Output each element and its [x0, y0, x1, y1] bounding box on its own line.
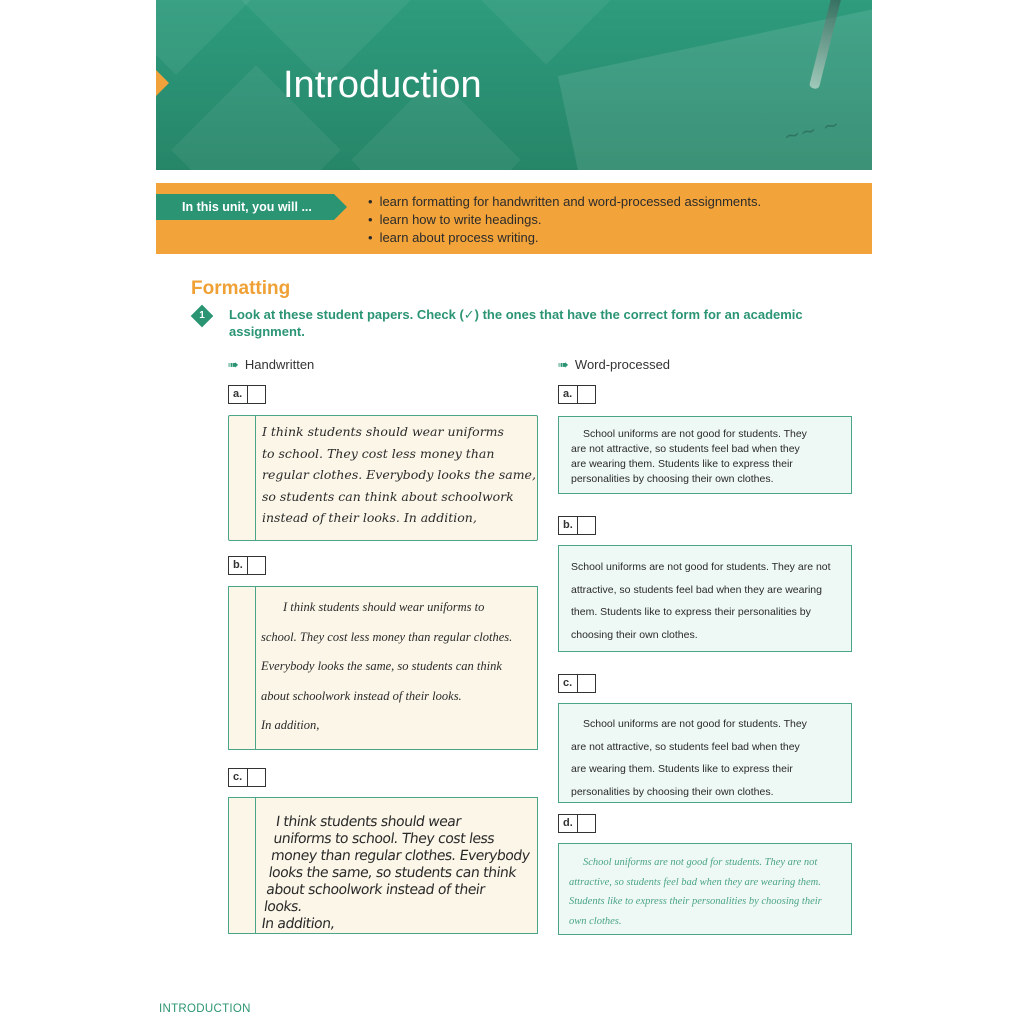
handwritten-paper-b [228, 586, 538, 750]
text-line: In addition, [260, 916, 336, 932]
text-line: attractive, so students feel bad when they are wearing them. [569, 876, 821, 888]
text-line: I think students should wear uniforms [262, 424, 504, 439]
footer-label: INTRODUCTION [159, 1003, 251, 1015]
text-line: regular clothes. Everybody looks the same, [262, 467, 536, 482]
text-line: Students like to express their personalities by choosing their [569, 896, 822, 907]
column-label: Word-processed [574, 357, 671, 372]
text-line: them. Students like to express their personalities by [571, 606, 811, 618]
text-line: are not attractive, so students feel bad when they [571, 740, 800, 753]
option-letter: a. [563, 388, 573, 400]
text-line: looks the same, so students can think [267, 865, 518, 881]
text-line: choosing their own clothes. [571, 628, 698, 641]
section-title: Formatting [191, 278, 291, 299]
text-line: personalities by choosing their own clothes. [571, 473, 774, 485]
text-line: to school. They cost less money than [262, 445, 495, 461]
handwritten-text-b [261, 593, 512, 741]
word-processed-paper-c [558, 703, 852, 803]
arrow-right-icon: ➠ [228, 357, 239, 372]
check-box[interactable] [577, 386, 595, 403]
word-processed-paper-a [558, 416, 852, 494]
text-line: instead of their looks. In addition, [262, 510, 477, 525]
word-processed-text-b [571, 556, 831, 646]
objective-item: • learn how to write headings. [368, 211, 761, 229]
text-line: about schoolwork instead of their looks. [261, 688, 462, 703]
text-line: Everybody looks the same, so students can think [261, 659, 502, 673]
check-box[interactable] [247, 769, 265, 786]
text-line: School uniforms are not good for students. They are not [583, 857, 818, 868]
banner-pattern [461, 0, 631, 65]
arrow-right-icon: ➠ [558, 357, 569, 372]
text-line: personalities by choosing their own clothes. [571, 785, 774, 798]
handwritten-text-a [262, 421, 536, 529]
handwritten-paper-a [228, 415, 538, 541]
word-processed-text-a [571, 427, 807, 487]
text-line: are wearing them. Students like to express their [571, 763, 793, 775]
paper-margin [229, 798, 256, 933]
column-head-handwritten [228, 357, 314, 373]
text-line: own clothes. [569, 915, 622, 927]
column-head-word-processed [558, 357, 670, 373]
text-line: attractive, so students feel bad when they are wearing [571, 583, 822, 596]
option-letter: b. [233, 559, 243, 571]
text-line: so students can think about schoolwork [262, 488, 514, 504]
option-letter: a. [233, 388, 243, 400]
check-box[interactable] [247, 557, 265, 574]
check-box[interactable] [577, 517, 595, 534]
banner-tab-marker [156, 70, 169, 96]
page-title: Introduction [283, 64, 482, 106]
option-letter: c. [563, 677, 573, 689]
header-banner [156, 0, 872, 170]
word-processed-text-c [571, 713, 807, 803]
option-b-handwritten [228, 556, 266, 575]
check-box[interactable] [247, 386, 265, 403]
check-box[interactable] [577, 675, 595, 692]
objective-item: • learn formatting for handwritten and word-processed assignments. [368, 193, 761, 211]
option-letter: c. [233, 771, 243, 783]
option-letter: d. [563, 817, 573, 829]
objectives-label: In this unit, you will ... [156, 194, 334, 220]
option-a-word-processed [558, 385, 596, 404]
objectives-list [368, 193, 761, 247]
column-label: Handwritten [244, 357, 315, 372]
paper-margin [229, 416, 256, 540]
text-line: are wearing them. Students like to express their [571, 458, 793, 470]
option-a-handwritten [228, 385, 266, 404]
question-number: 1 [199, 310, 205, 321]
handwritten-text-c [260, 814, 537, 933]
paper-margin [229, 587, 256, 749]
banner-scribble: ~~ ~ [781, 111, 843, 149]
check-box[interactable] [577, 815, 595, 832]
question-text: Look at these student papers. Check (✓) the ones that have the correct form for an academic assignment. [229, 307, 803, 339]
word-processed-text-d [569, 853, 822, 931]
text-line: I think students should wear [274, 814, 462, 830]
text-line: School uniforms are not good for students. They are not [571, 561, 831, 573]
option-b-word-processed [558, 516, 596, 535]
text-line: School uniforms are not good for students. They [583, 428, 807, 440]
objective-item: • learn about process writing. [368, 229, 761, 247]
word-processed-paper-d [558, 843, 852, 935]
text-line: I think students should wear uniforms to [283, 600, 485, 614]
text-line: money than regular clothes. Everybody [269, 848, 531, 864]
banner-pattern [156, 0, 261, 75]
objectives-band [156, 183, 872, 254]
option-c-word-processed [558, 674, 596, 693]
text-line: School uniforms are not good for students. They [583, 718, 807, 730]
text-line: uniforms to school. They cost less [272, 831, 496, 847]
option-c-handwritten [228, 768, 266, 787]
option-d-word-processed [558, 814, 596, 833]
word-processed-paper-b [558, 545, 852, 652]
text-line: school. They cost less money than regular clothes. [261, 629, 513, 644]
text-line: about schoolwork instead of their looks. [262, 882, 486, 915]
text-line: In addition, [261, 718, 320, 732]
page [156, 0, 872, 1024]
handwritten-paper-c [228, 797, 538, 934]
text-line: are not attractive, so students feel bad when they [571, 443, 800, 455]
option-letter: b. [563, 519, 573, 531]
